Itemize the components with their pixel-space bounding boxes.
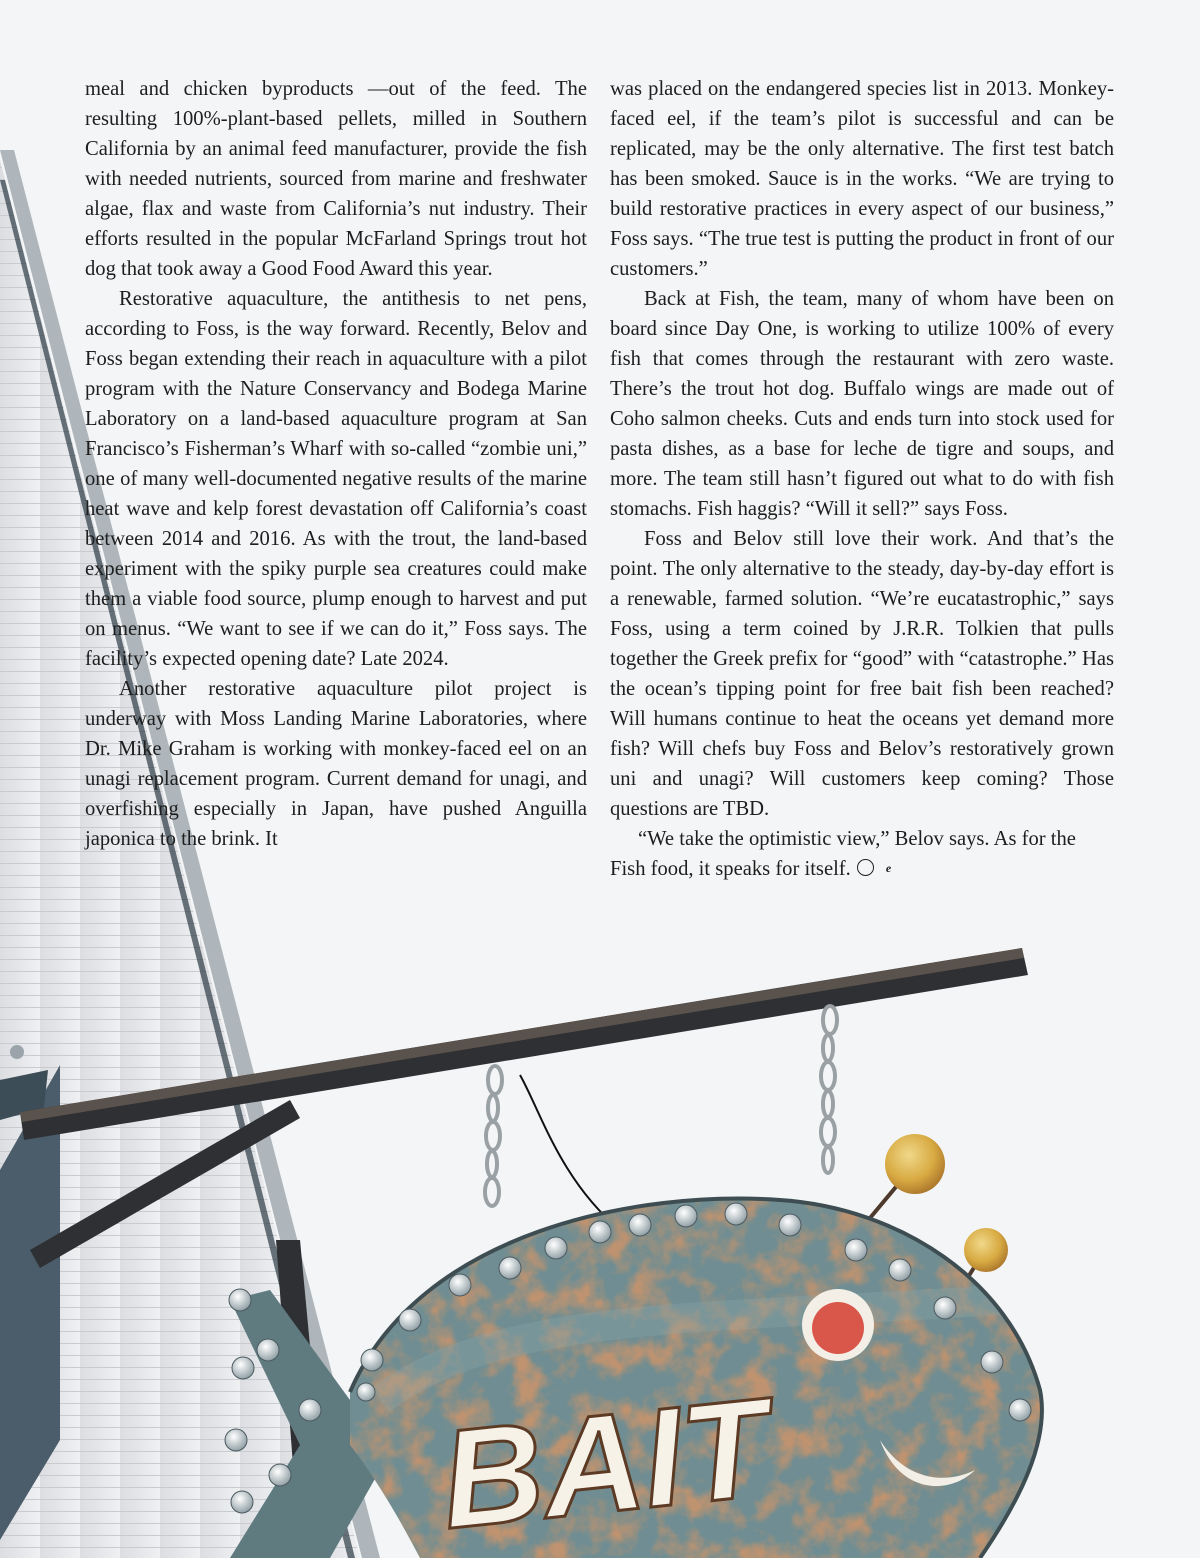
article-column-right (610, 74, 1114, 884)
closing-paragraph (610, 824, 1114, 884)
paragraph: Back at Fish, the team, many of whom have been on board since Day One, is working to utilize 100% of every fish that comes through the restaurant with zero waste. There’s the trout hot dog. Buffalo wings are made out of Coho salmon cheeks. Cuts and ends turn into stock used for pasta dishes, as a base for leche de tigre and soups, and more. The team still hasn’t figured out what to do with fish stomachs. Fish haggis? “Will it sell?” says Foss. (610, 288, 1114, 520)
closing-text: “We take the optimistic view,” Belov says. As for the Fish food, it speaks for itself. (610, 828, 1076, 880)
paragraph: was placed on the endangered species list in 2013. Monkey-faced eel, if the team’s pilot is successful and can be replicated, may be the only alternative. The first test batch has been smoked. Sauce is in the works. “We are trying to build restorative practices in every aspect of our business,” Foss says. “The true test is putting the product in front of our customers.” (610, 78, 1114, 280)
end-mark-icon: e (857, 859, 874, 876)
paragraph: Restorative aquaculture, the antithesis to net pens, according to Foss, is the way forward. Recently, Belov and Foss began extending their reach in aquaculture with a pilot program with the Nature Conservancy and Bodega Marine Laboratory on a land-based aquaculture program at San Francisco’s Fisherman’s Wharf with so-called “zombie uni,” one of many well-documented negative results of the marine heat wave and kelp forest devastation off California’s coast between 2014 and 2016. As with the trout, the land-based experiment with the spiky purple sea creatures could make them a viable food source, plump enough to harvest and put on menus. “We want to see if we can do it,” Foss says. The facility’s expected opening date? Late 2024. (85, 288, 587, 670)
paragraph: meal and chicken byproducts —out of the feed. The resulting 100%-plant-based pellets, milled in Southern California by an animal feed manufacturer, provide the fish with needed nutrients, sourced from marine and freshwater algae, flax and waste from California’s nut industry. Their efforts resulted in the popular McFarland Springs trout hot dog that took away a Good Food Award this year. (85, 78, 587, 280)
article-column-left (85, 74, 587, 854)
paragraph: Foss and Belov still love their work. And that’s the point. The only alternative to the steady, day-by-day effort is a renewable, farmed solution. “We’re eucatastrophic,” says Foss, using a term coined by J.R.R. Tolkien that pulls together the Greek prefix for “good” with “catastrophe.” Has the ocean’s tipping point for free bait fish been reached? Will humans continue to heat the oceans yet demand more fish? Will chefs buy Foss and Belov’s restoratively grown uni and unagi? Will customers keep coming? Those questions are TBD. (610, 528, 1114, 820)
sign-letters: BAIT (433, 1368, 776, 1558)
paragraph: Another restorative aquaculture pilot project is underway with Moss Landing Marine Laboratories, where Dr. Mike Graham is working with monkey-faced eel on an unagi replacement program. Current demand for unagi, and overfishing especially in Japan, have pushed Anguilla japonica to the brink. It (85, 678, 587, 850)
